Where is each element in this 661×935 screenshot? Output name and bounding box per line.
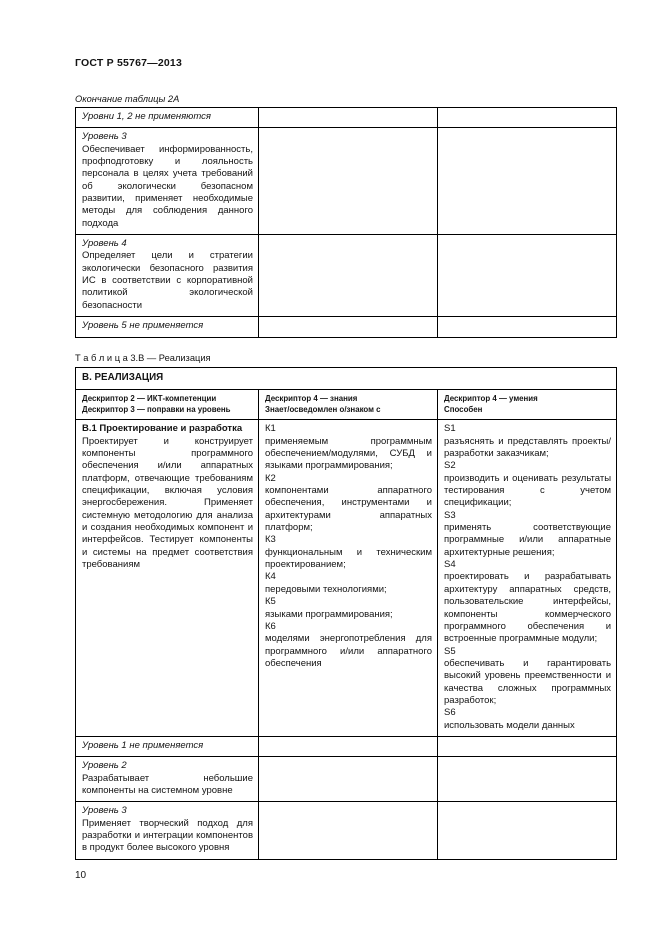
header-line: Способен xyxy=(444,405,483,415)
skill-item xyxy=(444,646,611,708)
skills-cell xyxy=(438,420,617,737)
level-label: Уровень 5 не применяется xyxy=(82,320,204,332)
doc-number: ГОСТ Р 55767—2013 xyxy=(75,57,183,69)
competency-row xyxy=(76,420,617,737)
section-title-row xyxy=(76,367,617,390)
header-cell-competencies xyxy=(76,390,259,420)
knowledge-item xyxy=(265,621,432,670)
knowledge-item xyxy=(265,534,432,571)
page-content xyxy=(75,57,616,860)
empty-cell xyxy=(438,128,617,235)
level-cell xyxy=(76,108,259,128)
empty-cell xyxy=(259,108,438,128)
skill-text: обеспечивать и гарантировать высокий уровень преемственности и качества сложных программных разработок; xyxy=(444,657,612,706)
table-row xyxy=(76,235,617,317)
section-title: В. РЕАЛИЗАЦИЯ xyxy=(82,371,164,383)
header-cell-skills xyxy=(438,390,617,420)
knowledge-item xyxy=(265,596,432,621)
skill-item xyxy=(444,423,611,460)
empty-cell xyxy=(438,757,617,802)
table-2a xyxy=(75,107,617,338)
skill-code: S2 xyxy=(444,460,456,472)
column-header-row xyxy=(76,390,617,420)
level-label: Уровень 2 xyxy=(82,760,127,772)
page-number: 10 xyxy=(75,870,87,881)
knowledge-code: К4 xyxy=(265,571,276,583)
table-caption-rest: 3.В — Реализация xyxy=(130,352,211,363)
knowledge-code: К3 xyxy=(265,534,276,546)
level-label: Уровень 4 xyxy=(82,238,127,250)
empty-cell xyxy=(438,802,617,859)
level-description: Обеспечивает информированность, профподготовку и лояльность персонала в целях учета требований об экологически безопасном развитии, применяет необходимые методы для соблюдения данного подхода xyxy=(82,143,253,229)
skill-item xyxy=(444,510,611,559)
level-description: Применяет творческий подход для разработки и интеграции компонентов в продукт более высокого уровня xyxy=(82,817,253,854)
empty-cell xyxy=(438,235,617,317)
competency-title: В.1 Проектирование и разработка xyxy=(82,423,243,435)
empty-cell xyxy=(438,736,617,756)
level-cell xyxy=(76,802,259,859)
knowledge-text: передовыми технологиями; xyxy=(265,583,387,595)
table-row xyxy=(76,757,617,802)
table-row xyxy=(76,317,617,337)
empty-cell xyxy=(438,317,617,337)
skill-text: применять соответствующие программные и/или аппаратные архитектурные решения; xyxy=(444,522,612,558)
level-cell xyxy=(76,317,259,337)
competency-cell xyxy=(76,420,259,737)
skill-code: S3 xyxy=(444,509,456,521)
header-cell-knowledge xyxy=(259,390,438,420)
table-row xyxy=(76,736,617,756)
knowledge-code: К5 xyxy=(265,596,276,608)
table-row xyxy=(76,128,617,235)
header-line: Дескриптор 2 — ИКТ-компетенции xyxy=(82,394,217,404)
skill-item xyxy=(444,559,611,645)
table-3b-caption xyxy=(75,353,616,363)
level-label: Уровень 3 xyxy=(82,131,127,143)
knowledge-item xyxy=(265,571,432,596)
knowledge-item xyxy=(265,423,432,472)
empty-cell xyxy=(259,235,438,317)
knowledge-text: функциональным и техническим проектированием; xyxy=(265,546,432,571)
table-2a-caption: Окончание таблицы 2А xyxy=(75,94,180,104)
table-row xyxy=(76,802,617,859)
knowledge-text: применяемым программным обеспечением/модулями, СУБД и языками программирования; xyxy=(265,435,432,472)
skill-text: производить и оценивать результаты тестирования с учетом спецификации; xyxy=(444,472,612,509)
skill-code: S6 xyxy=(444,707,456,719)
skill-code: S1 xyxy=(444,423,456,435)
competency-description: Проектирует и конструирует компоненты программного обеспечения и/или аппаратных платформ, отвечающие требованиям спецификации, включая условия энергосбережения. Применяет системную методологию для анализа и создания необходимых компонент и интерфейсов. Тестирует компоненты и системы на предмет соответствия требованиям xyxy=(82,435,253,571)
level-cell xyxy=(76,736,259,756)
level-description: Определяет цели и стратегии экологически безопасного развития ИС в соответствии с корпоративной политикой экологической безопасности xyxy=(82,250,253,311)
knowledge-text: языками программирования; xyxy=(265,608,393,620)
empty-cell xyxy=(259,757,438,802)
header-line: Дескриптор 3 — поправки на уровень xyxy=(82,405,231,415)
level-label: Уровень 3 xyxy=(82,805,127,817)
table-3b xyxy=(75,367,617,860)
skill-code: S4 xyxy=(444,559,456,571)
table-row xyxy=(76,108,617,128)
level-description: Разрабатывает небольшие компоненты на системном уровне xyxy=(82,772,253,796)
skill-text: использовать модели данных xyxy=(444,719,575,731)
knowledge-cell xyxy=(259,420,438,737)
knowledge-code: К6 xyxy=(265,620,276,632)
empty-cell xyxy=(259,317,438,337)
empty-cell xyxy=(259,802,438,859)
header-line: Дескриптор 4 — знания xyxy=(265,394,358,404)
table-caption-word: Т а б л и ц а xyxy=(75,352,128,363)
knowledge-code: К2 xyxy=(265,472,276,484)
header-line: Дескриптор 4 — умения xyxy=(444,394,538,404)
empty-cell xyxy=(259,736,438,756)
empty-cell xyxy=(259,128,438,235)
skill-text: разъяснять и представлять проекты/разработки заказчикам; xyxy=(444,435,612,460)
knowledge-item xyxy=(265,473,432,535)
knowledge-code: К1 xyxy=(265,423,276,435)
skill-text: проектировать и разрабатывать архитектуру аппаратных средств, пользовательские интерфейсы, компоненты коммерческого программного обеспечения и встроенные программные модули; xyxy=(444,571,612,645)
empty-cell xyxy=(438,108,617,128)
level-cell xyxy=(76,128,259,235)
level-label: Уровень 1 не применяется xyxy=(82,739,204,751)
skill-item xyxy=(444,707,611,732)
level-cell xyxy=(76,235,259,317)
level-label: Уровни 1, 2 не применяются xyxy=(82,111,211,122)
header-line: Знает/осведомлен о/знаком с xyxy=(265,405,381,415)
knowledge-text: моделями энергопотребления для программного и/или аппаратного обеспечения xyxy=(265,633,432,669)
knowledge-text: компонентами аппаратного обеспечения, инструментами и архитектурами аппаратных платформ; xyxy=(265,485,432,534)
skill-item xyxy=(444,460,611,509)
skill-code: S5 xyxy=(444,645,456,657)
section-title-cell xyxy=(76,367,617,390)
level-cell xyxy=(76,757,259,802)
